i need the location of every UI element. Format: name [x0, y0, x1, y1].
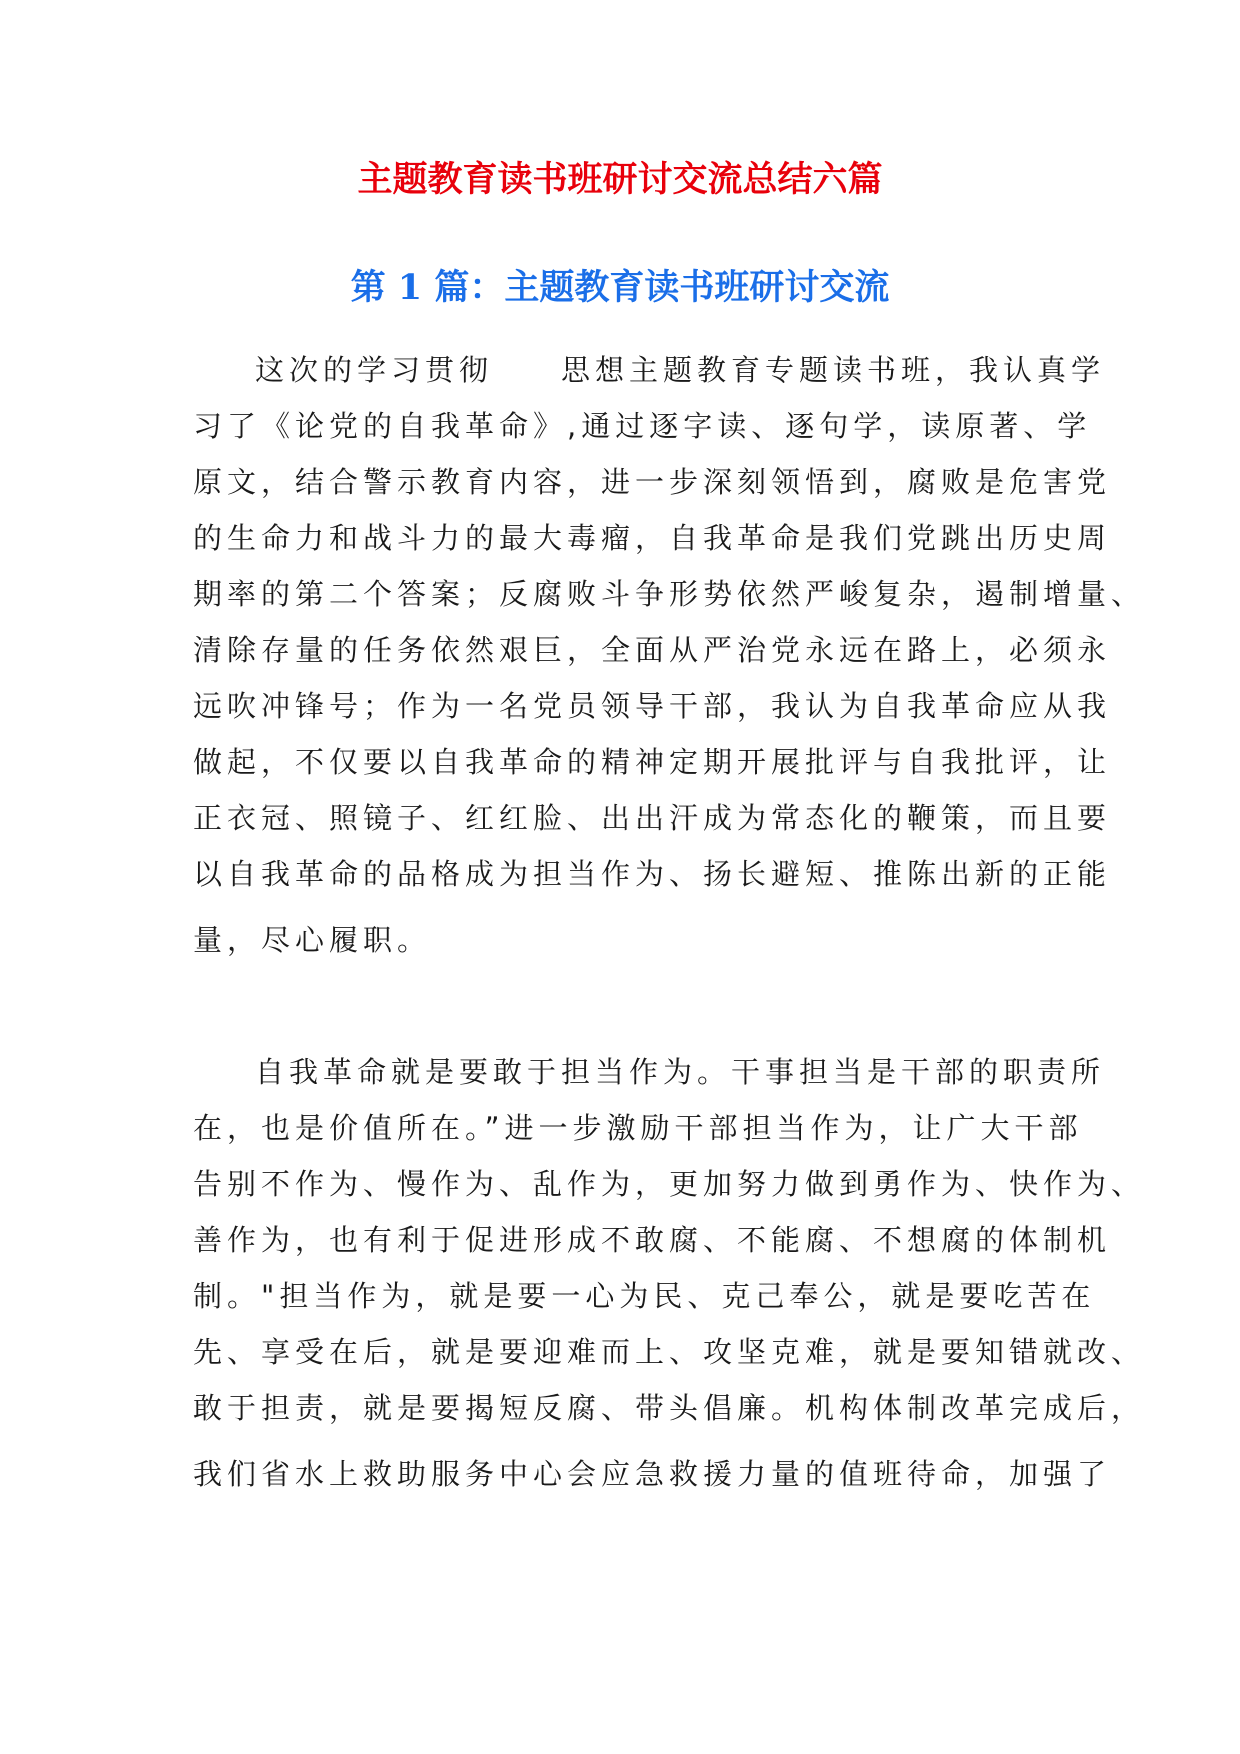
paragraph-line: 以自我革命的品格成为担当作为、扬长避短、推陈出新的正能	[193, 857, 1112, 891]
paragraph-line: 清除存量的任务依然艰巨，全面从严治党永远在路上，必须永	[193, 633, 1112, 667]
paragraph-line: 量，尽心履职。	[193, 923, 432, 957]
paragraph-line: 期率的第二个答案；反腐败斗争形势依然严峻复杂，遏制增量、	[193, 577, 1146, 611]
paragraph-line: 的生命力和战斗力的最大毒瘤，自我革命是我们党跳出历史周	[193, 521, 1112, 555]
paragraph-line: 原文，结合警示教育内容，进一步深刻领悟到，腐败是危害党	[193, 465, 1112, 499]
section-title: 第 1 篇：主题教育读书班研讨交流	[350, 267, 890, 308]
paragraph-line: 习了《论党的自我革命》,通过逐字读、逐句学，读原著、学	[193, 409, 1092, 443]
paragraph-line: 制。"担当作为，就是要一心为民、克己奉公，就是要吃苦在	[193, 1279, 1096, 1313]
paragraph-line: 在，也是价值所在。”进一步激励干部担当作为，让广大干部	[193, 1111, 1083, 1145]
paragraph-line: 这次的学习贯彻 思想主题教育专题读书班，我认真学	[255, 353, 1106, 387]
paragraph-line: 自我革命就是要敢于担当作为。干事担当是干部的职责所	[255, 1055, 1106, 1089]
paragraph-line: 先、享受在后，就是要迎难而上、攻坚克难，就是要知错就改、	[193, 1335, 1146, 1369]
paragraph-line: 善作为，也有利于促进形成不敢腐、不能腐、不想腐的体制机	[193, 1223, 1112, 1257]
paragraph-line: 敢于担责，就是要揭短反腐、带头倡廉。机构体制改革完成后，	[193, 1391, 1146, 1425]
document-title: 主题教育读书班研讨交流总结六篇	[357, 159, 883, 200]
paragraph-1	[193, 342, 1146, 968]
paragraph-2	[193, 1044, 1146, 1502]
paragraph-line: 告别不作为、慢作为、乱作为，更加努力做到勇作为、快作为、	[193, 1167, 1146, 1201]
paragraph-line: 远吹冲锋号；作为一名党员领导干部，我认为自我革命应从我	[193, 689, 1112, 723]
paragraph-line: 正衣冠、照镜子、红红脸、出出汗成为常态化的鞭策，而且要	[193, 801, 1112, 835]
paragraph-line: 做起，不仅要以自我革命的精神定期开展批评与自我批评，让	[193, 745, 1112, 779]
paragraph-line: 我们省水上救助服务中心会应急救援力量的值班待命，加强了	[193, 1457, 1112, 1491]
